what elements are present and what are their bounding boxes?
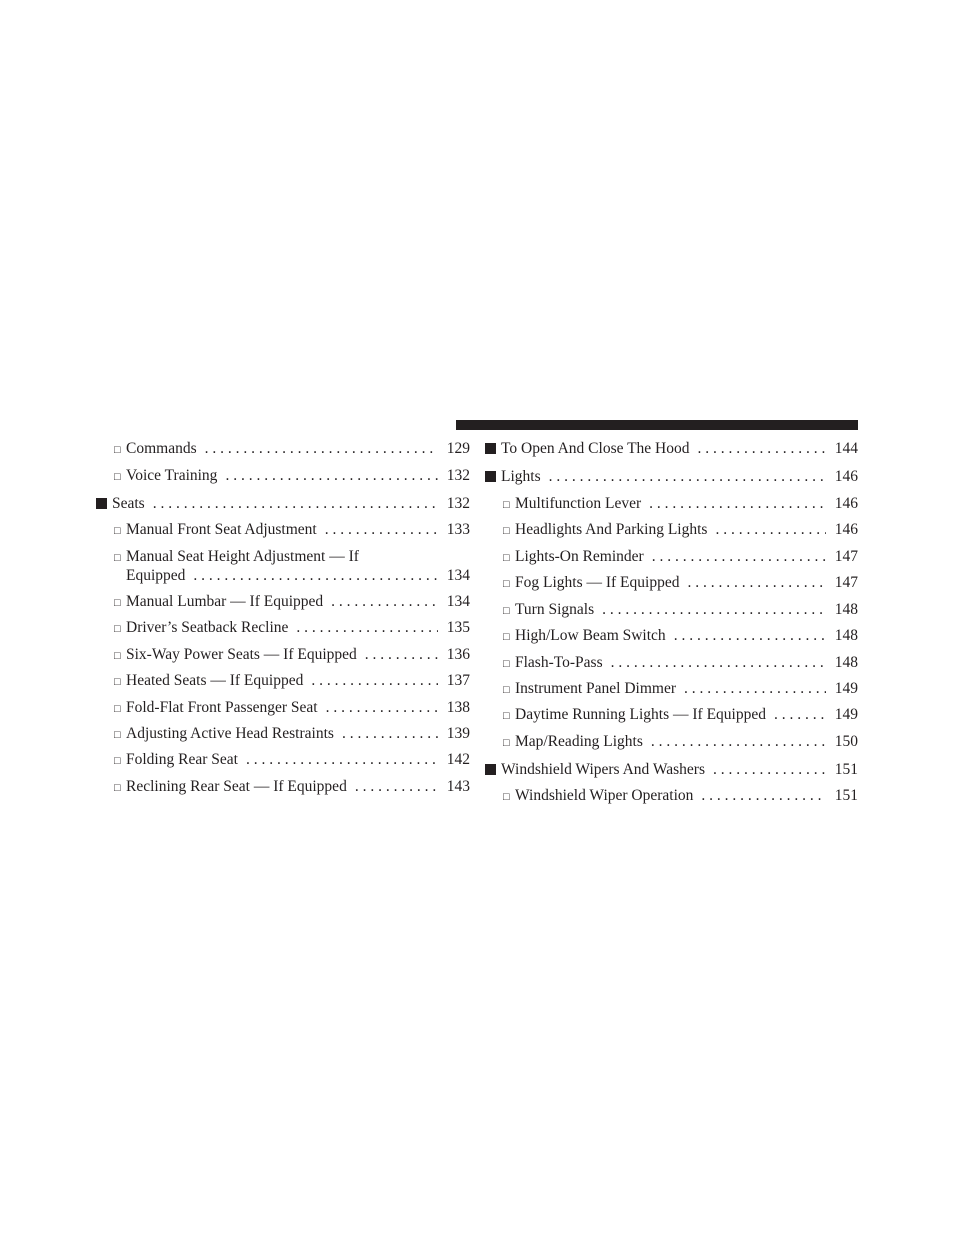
toc-entry[interactable] [96, 672, 470, 691]
toc-section-entry[interactable] [485, 761, 858, 779]
toc-entry-label: Windshield Wipers And Washers [501, 761, 706, 778]
hollow-square-bullet-icon: □ [503, 631, 510, 643]
toc-entry[interactable] [96, 593, 470, 612]
toc-entry[interactable] [485, 680, 858, 699]
toc-entry-label: Reclining Rear Seat — If Equipped [126, 778, 347, 795]
dot-leader [225, 467, 438, 485]
toc-entry-label: Fold-Flat Front Passenger Seat [126, 699, 318, 716]
dot-leader [311, 672, 438, 690]
toc-entry-label: To Open And Close The Hood [501, 440, 690, 457]
toc-page-number: 139 [446, 725, 470, 742]
toc-entry[interactable] [96, 646, 470, 665]
toc-entry[interactable] [96, 548, 470, 567]
toc-page-number: 134 [446, 593, 470, 610]
dot-leader [652, 548, 826, 566]
toc-entry-label: Turn Signals [515, 601, 595, 618]
toc-entry-label: Driver’s Seatback Recline [126, 619, 289, 636]
dot-leader [602, 601, 826, 619]
toc-entry[interactable] [96, 778, 470, 797]
hollow-square-bullet-icon: □ [114, 597, 121, 609]
dot-leader [365, 646, 438, 664]
dot-leader [774, 706, 826, 724]
hollow-square-bullet-icon: □ [114, 703, 121, 715]
hollow-square-bullet-icon: □ [503, 684, 510, 696]
dot-leader [649, 495, 826, 513]
dot-leader [687, 574, 826, 592]
toc-section-entry[interactable] [485, 440, 858, 458]
hollow-square-bullet-icon: □ [503, 552, 510, 564]
dot-leader [713, 761, 826, 779]
dot-leader [674, 627, 826, 645]
toc-page-number: 146 [834, 495, 858, 512]
toc-entry-label: Manual Front Seat Adjustment [126, 521, 317, 538]
dot-leader [549, 468, 826, 486]
toc-entry-label: Headlights And Parking Lights [515, 521, 708, 538]
toc-page-number: 137 [446, 672, 470, 689]
toc-entry[interactable] [485, 521, 858, 540]
filled-square-bullet-icon [485, 471, 496, 482]
toc-entry-label: Fog Lights — If Equipped [515, 574, 680, 591]
toc-page-number: 148 [834, 601, 858, 618]
toc-entry-label: High/Low Beam Switch [515, 627, 666, 644]
toc-entry-label: Daytime Running Lights — If Equipped [515, 706, 766, 723]
toc-entry[interactable] [485, 495, 858, 514]
hollow-square-bullet-icon: □ [114, 650, 121, 662]
dot-leader [325, 521, 438, 539]
hollow-square-bullet-icon: □ [114, 676, 121, 688]
filled-square-bullet-icon [485, 764, 496, 775]
dot-leader [611, 654, 826, 672]
toc-page-number: 147 [834, 548, 858, 565]
hollow-square-bullet-icon: □ [114, 729, 121, 741]
toc-page-number: 148 [834, 627, 858, 644]
toc-entry-label: Voice Training [126, 467, 218, 484]
toc-entry-continuation[interactable] [126, 567, 470, 585]
hollow-square-bullet-icon: □ [503, 578, 510, 590]
dot-leader [684, 680, 826, 698]
toc-entry[interactable] [485, 706, 858, 725]
toc-entry[interactable] [485, 548, 858, 567]
toc-page-number: 146 [834, 521, 858, 538]
toc-entry-label: Seats [112, 495, 145, 512]
toc-page-number: 133 [446, 521, 470, 538]
toc-entry-label: Map/Reading Lights [515, 733, 643, 750]
hollow-square-bullet-icon: □ [114, 471, 121, 483]
toc-entry-label: Manual Seat Height Adjustment — If [126, 548, 359, 565]
toc-section-entry[interactable] [96, 495, 470, 513]
toc-page-number: 132 [446, 467, 470, 484]
toc-page-number: 151 [834, 787, 858, 804]
toc-entry-label-continued: Equipped [126, 567, 186, 584]
dot-leader [246, 751, 438, 769]
hollow-square-bullet-icon: □ [114, 623, 121, 635]
toc-entry[interactable] [96, 619, 470, 638]
toc-page-number: 135 [446, 619, 470, 636]
dot-leader [355, 778, 438, 796]
toc-page-number: 150 [834, 733, 858, 750]
dot-leader [651, 733, 826, 751]
toc-entry[interactable] [96, 440, 470, 459]
toc-entry-label: Commands [126, 440, 197, 457]
toc-section-entry[interactable] [485, 468, 858, 486]
hollow-square-bullet-icon: □ [503, 499, 510, 511]
filled-square-bullet-icon [485, 443, 496, 454]
toc-page-number: 147 [834, 574, 858, 591]
dot-leader [205, 440, 438, 458]
toc-page-number: 146 [834, 468, 858, 485]
dot-leader [715, 521, 826, 539]
dot-leader [331, 593, 438, 611]
dot-leader [698, 440, 827, 458]
toc-entry-label: Heated Seats — If Equipped [126, 672, 304, 689]
toc-page-number: 132 [446, 495, 470, 512]
toc-entry[interactable] [485, 627, 858, 646]
toc-entry[interactable] [485, 574, 858, 593]
toc-entry[interactable] [96, 699, 470, 718]
toc-entry-label: Instrument Panel Dimmer [515, 680, 676, 697]
toc-page-number: 134 [446, 567, 470, 584]
dot-leader [193, 567, 438, 585]
hollow-square-bullet-icon: □ [503, 658, 510, 670]
hollow-square-bullet-icon: □ [503, 710, 510, 722]
toc-page-number: 129 [446, 440, 470, 457]
toc-entry[interactable] [96, 751, 470, 770]
toc-page-number: 136 [446, 646, 470, 663]
section-header-rule [456, 420, 858, 430]
toc-entry-label: Lights-On Reminder [515, 548, 644, 565]
toc-page-number: 138 [446, 699, 470, 716]
hollow-square-bullet-icon: □ [503, 525, 510, 537]
hollow-square-bullet-icon: □ [503, 605, 510, 617]
toc-entry[interactable] [485, 601, 858, 620]
dot-leader [296, 619, 438, 637]
toc-page-number: 148 [834, 654, 858, 671]
filled-square-bullet-icon [96, 498, 107, 509]
dot-leader [701, 787, 826, 805]
toc-entry[interactable] [485, 654, 858, 673]
toc-entry[interactable] [96, 467, 470, 486]
toc-entry-label: Windshield Wiper Operation [515, 787, 694, 804]
toc-page-number: 144 [834, 440, 858, 457]
toc-entry-label: Manual Lumbar — If Equipped [126, 593, 324, 610]
toc-page-number: 149 [834, 706, 858, 723]
hollow-square-bullet-icon: □ [503, 737, 510, 749]
toc-entry-label: Multifunction Lever [515, 495, 642, 512]
dot-leader [153, 495, 438, 513]
toc-page-number: 151 [834, 761, 858, 778]
dot-leader [326, 699, 438, 717]
toc-entry[interactable] [485, 787, 858, 806]
hollow-square-bullet-icon: □ [114, 444, 121, 456]
hollow-square-bullet-icon: □ [114, 552, 121, 564]
hollow-square-bullet-icon: □ [114, 525, 121, 537]
toc-entry-label: Six-Way Power Seats — If Equipped [126, 646, 357, 663]
hollow-square-bullet-icon: □ [114, 782, 121, 794]
toc-entry[interactable] [485, 733, 858, 752]
dot-leader [342, 725, 438, 743]
toc-entry-label: Adjusting Active Head Restraints [126, 725, 334, 742]
hollow-square-bullet-icon: □ [114, 755, 121, 767]
toc-entry-label: Lights [501, 468, 541, 485]
toc-page-number: 149 [834, 680, 858, 697]
toc-entry-label: Folding Rear Seat [126, 751, 238, 768]
toc-page-number: 143 [446, 778, 470, 795]
toc-entry[interactable] [96, 725, 470, 744]
toc-page-number: 142 [446, 751, 470, 768]
toc-entry[interactable] [96, 521, 470, 540]
hollow-square-bullet-icon: □ [503, 791, 510, 803]
toc-entry-label: Flash-To-Pass [515, 654, 603, 671]
